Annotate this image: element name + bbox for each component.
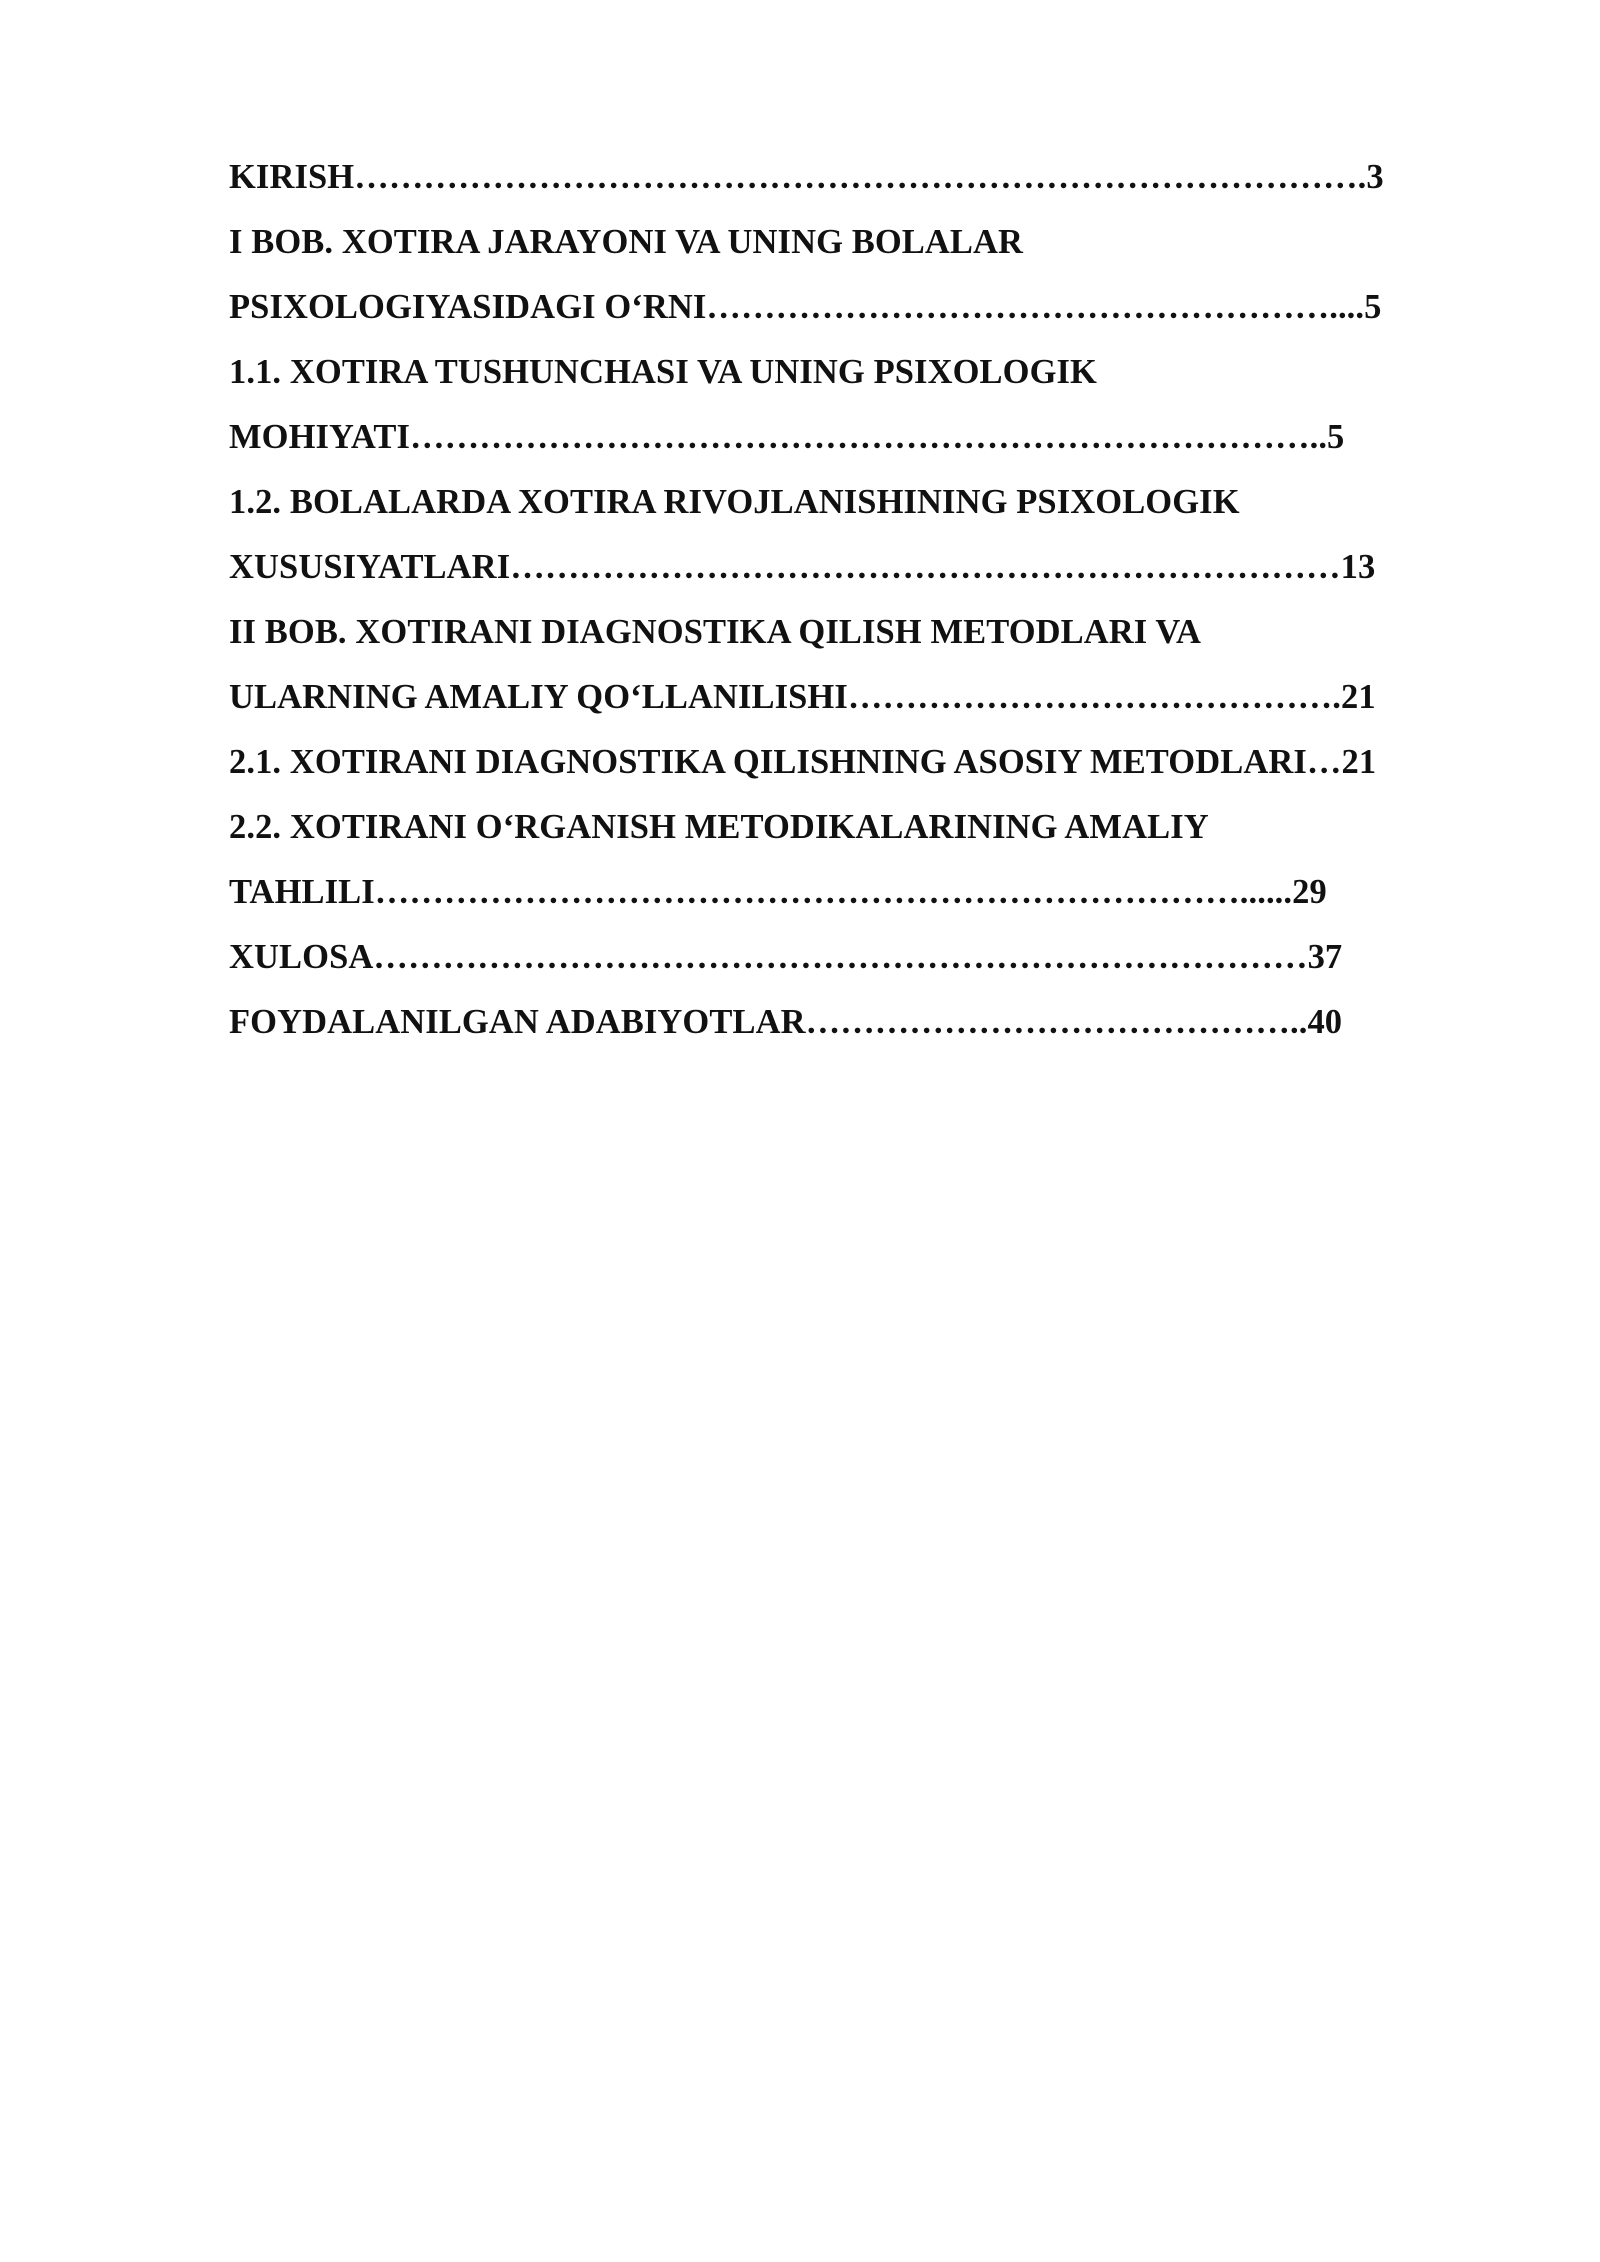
table-of-contents <box>229 145 1494 1055</box>
toc-entry-chapter-2-title-cont: ULARNING AMALIY QO‘LLANILISHI…………………………………….21 <box>229 678 1376 716</box>
toc-entry-section-1-1: 1.1. XOTIRA TUSHUNCHASI VA UNING PSIXOLOGIK <box>229 353 1097 391</box>
toc-entry-section-2-2: 2.2. XOTIRANI O‘RGANISH METODIKALARINING AMALIY <box>229 808 1209 846</box>
toc-entry-chapter-2-title: II BOB. XOTIRANI DIAGNOSTIKA QILISH METODLARI VA <box>229 613 1202 651</box>
toc-entry-section-1-2: 1.2. BOLALARDA XOTIRA RIVOJLANISHINING PSIXOLOGIK <box>229 483 1240 521</box>
toc-entry-section-1-1-cont: MOHIYATI……………………………………………………………………..5 <box>229 418 1345 456</box>
toc-entry-xulosa: XULOSA………………………………………………………………………37 <box>229 938 1343 976</box>
toc-entry-chapter-1-title: I BOB. XOTIRA JARAYONI VA UNING BOLALAR <box>229 223 1024 261</box>
toc-entry-adabiyotlar: FOYDALANILGAN ADABIYOTLAR……………………………………..40 <box>229 1003 1343 1041</box>
toc-entry-kirish: KIRISH…………………………………………………………………………….3 <box>229 158 1384 196</box>
toc-entry-section-2-1: 2.1. XOTIRANI DIAGNOSTIKA QILISHNING ASOSIY METODLARI…21 <box>229 743 1377 781</box>
toc-entry-section-1-2-cont: XUSUSIYATLARI………………………………………………………………13 <box>229 548 1376 586</box>
toc-entry-section-2-2-cont: TAHLILI…………………………………………………………………......29 <box>229 873 1327 911</box>
toc-entry-chapter-1-title-cont: PSIXOLOGIYASIDAGI O‘RNI………………………………………………....5 <box>229 288 1382 326</box>
